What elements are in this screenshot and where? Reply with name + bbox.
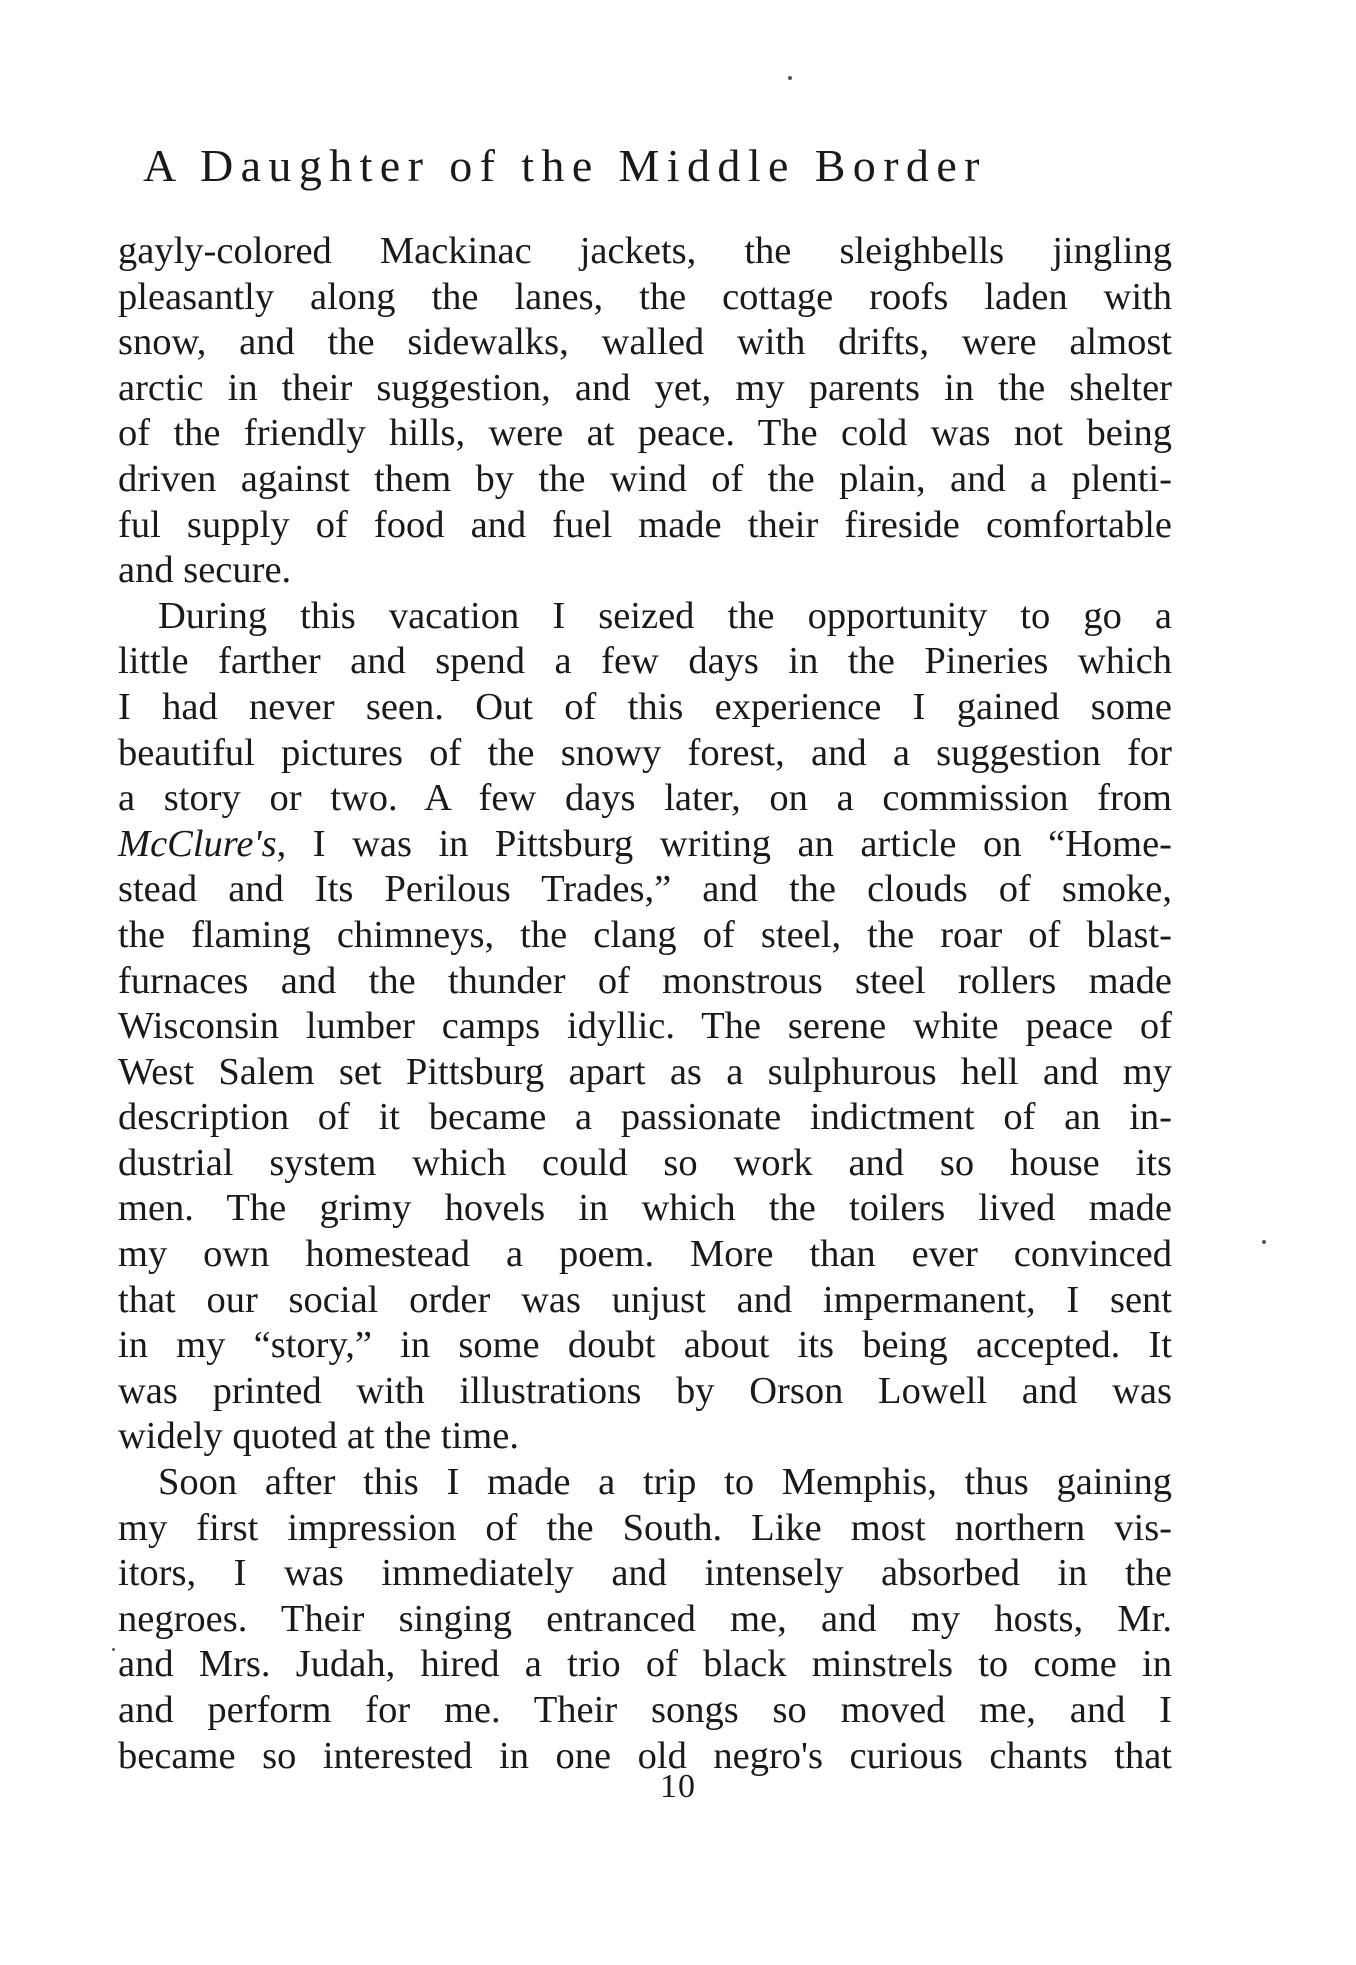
text-line: stead and Its Perilous Trades,” and the clouds of smoke, xyxy=(118,868,1172,911)
scan-speck xyxy=(112,1648,115,1651)
text-line: negroes. Their singing entranced me, and my hosts, Mr. xyxy=(118,1597,1172,1640)
text-line: furnaces and the thunder of monstrous steel rollers made xyxy=(118,959,1172,1002)
text-line-with-italic-title: McClure's, I was in Pittsburg writing an article on “Home- xyxy=(118,822,1172,865)
text-line: Soon after this I made a trip to Memphis, thus gaining xyxy=(158,1461,1172,1504)
text-line: dustrial system which could so work and so house its xyxy=(118,1141,1172,1184)
text-line: my own homestead a poem. More than ever convinced xyxy=(118,1233,1172,1276)
text-line: West Salem set Pittsburg apart as a sulphurous hell and my xyxy=(118,1050,1172,1093)
text-line: snow, and the sidewalks, walled with drifts, were almost xyxy=(118,321,1172,364)
text-line: Wisconsin lumber camps idyllic. The serene white peace of xyxy=(118,1005,1172,1048)
text-line: itors, I was immediately and intensely absorbed in the xyxy=(118,1552,1172,1595)
text-line: was printed with illustrations by Orson Lowell and was xyxy=(118,1369,1172,1412)
text-line: description of it became a passionate indictment of an in- xyxy=(118,1096,1172,1139)
text-line: pleasantly along the lanes, the cottage roofs laden with xyxy=(118,275,1172,318)
italic-title: McClure's xyxy=(118,822,277,865)
scan-speck xyxy=(1262,1240,1266,1244)
text-line: and Mrs. Judah, hired a trio of black minstrels to come in xyxy=(118,1643,1172,1686)
text-line: and perform for me. Their songs so moved me, and I xyxy=(118,1689,1172,1731)
text-line: of the friendly hills, were at peace. The cold was not being xyxy=(118,412,1172,455)
page-number: 10 xyxy=(660,1768,696,1805)
text-line: beautiful pictures of the snowy forest, and a suggestion for xyxy=(118,731,1172,774)
paragraph-1 xyxy=(118,229,1172,594)
paragraph-3 xyxy=(118,1460,1172,1779)
text-line: driven against them by the wind of the plain, and a plenti- xyxy=(118,457,1172,500)
text-line: little farther and spend a few days in the Pineries which xyxy=(118,640,1172,683)
text-line: ful supply of food and fuel made their fireside comfortable xyxy=(118,503,1172,546)
text-line: men. The grimy hovels in which the toilers lived made xyxy=(118,1187,1172,1230)
text-line: widely quoted at the time. xyxy=(118,1415,519,1458)
text-line: arctic in their suggestion, and yet, my parents in the shelter xyxy=(118,366,1172,409)
text-line: became so interested in one old negro's curious chants that xyxy=(118,1734,1172,1777)
text-line: During this vacation I seized the opportunity to go a xyxy=(158,594,1172,637)
body-text xyxy=(118,229,1172,1779)
text-line: I had never seen. Out of this experience I gained some xyxy=(118,685,1172,728)
text-line: and secure. xyxy=(118,549,292,592)
paragraph-2 xyxy=(118,594,1172,1460)
running-head: A Daughter of the Middle Border xyxy=(143,140,987,191)
text-line: a story or two. A few days later, on a commission from xyxy=(118,777,1172,820)
scan-speck xyxy=(788,76,792,80)
text-line: that our social order was unjust and impermanent, I sent xyxy=(118,1278,1172,1321)
text-line: the flaming chimneys, the clang of steel, the roar of blast- xyxy=(118,913,1172,956)
text-line: my first impression of the South. Like most northern vis- xyxy=(118,1506,1172,1549)
text-line: gayly-colored Mackinac jackets, the sleighbells jingling xyxy=(118,230,1172,272)
text-line: in my “story,” in some doubt about its being accepted. It xyxy=(118,1324,1172,1367)
